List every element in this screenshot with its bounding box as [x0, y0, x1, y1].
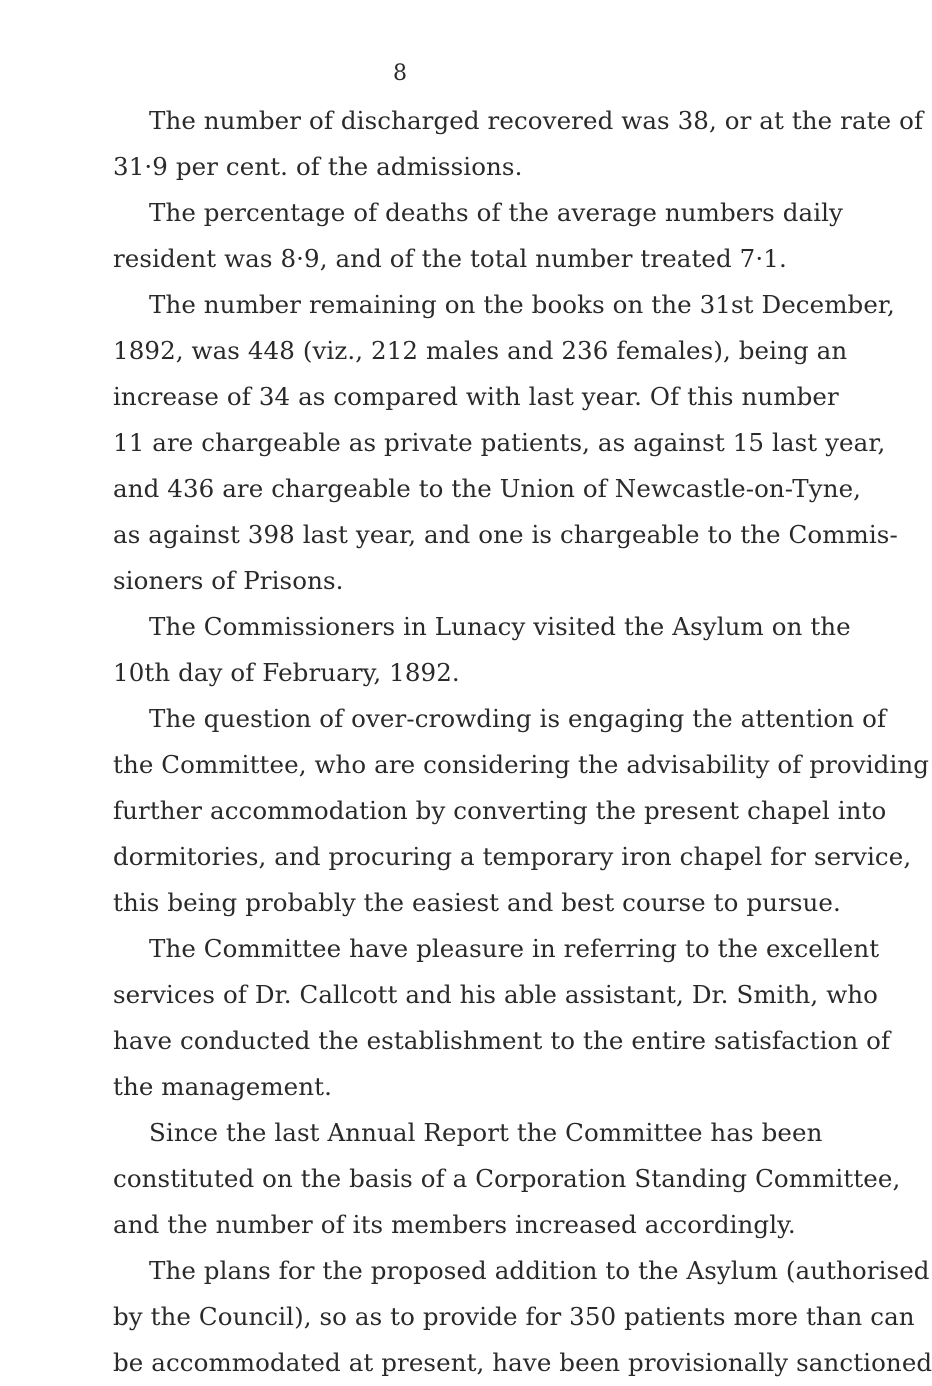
text-line: the management. — [113, 1072, 332, 1101]
text-line: The question of over-crowding is engaging the attention of — [149, 704, 887, 733]
paragraph — [113, 604, 851, 696]
body-text — [113, 98, 932, 1386]
text-line: and the number of its members increased accordingly. — [113, 1210, 796, 1239]
text-line: The number of discharged recovered was 38, or at the rate of — [149, 106, 924, 135]
text-line: resident was 8·9, and of the total number treated 7·1. — [113, 244, 787, 273]
text-line: this being probably the easiest and best course to pursue. — [113, 888, 841, 917]
text-line: The Commissioners in Lunacy visited the Asylum on the — [149, 612, 851, 641]
paragraph — [113, 282, 898, 604]
text-line: 31·9 per cent. of the admissions. — [113, 152, 523, 181]
text-line: dormitories, and procuring a temporary iron chapel for service, — [113, 842, 912, 871]
paragraph — [113, 1248, 932, 1386]
text-line: be accommodated at present, have been provisionally sanctioned — [113, 1348, 932, 1377]
text-line: as against 398 last year, and one is chargeable to the Commis- — [113, 520, 898, 549]
text-line: The Committee have pleasure in referring to the excellent — [149, 934, 880, 963]
text-line: have conducted the establishment to the entire satisfaction of — [113, 1026, 891, 1055]
text-line: the Committee, who are considering the advisability of providing — [113, 750, 930, 779]
text-line: The percentage of deaths of the average numbers daily — [149, 198, 844, 227]
text-line: and 436 are chargeable to the Union of Newcastle-on-Tyne, — [113, 474, 862, 503]
text-line: The number remaining on the books on the 31st December, — [149, 290, 895, 319]
paragraph — [113, 926, 891, 1110]
paragraph — [113, 190, 844, 282]
text-line: sioners of Prisons. — [113, 566, 344, 595]
text-line: 11 are chargeable as private patients, as against 15 last year, — [113, 428, 886, 457]
text-line: constituted on the basis of a Corporation Standing Committee, — [113, 1164, 901, 1193]
paragraph — [113, 1110, 901, 1248]
text-line: by the Council), so as to provide for 350 patients more than can — [113, 1302, 915, 1331]
text-line: services of Dr. Callcott and his able assistant, Dr. Smith, who — [113, 980, 879, 1009]
paragraph — [113, 98, 924, 190]
text-line: Since the last Annual Report the Committee has been — [149, 1118, 823, 1147]
text-line: 1892, was 448 (viz., 212 males and 236 females), being an — [113, 336, 848, 365]
text-line: further accommodation by converting the present chapel into — [113, 796, 887, 825]
text-line: The plans for the proposed addition to the Asylum (authorised — [149, 1256, 930, 1285]
text-line: 10th day of February, 1892. — [113, 658, 460, 687]
paragraph — [113, 696, 930, 926]
text-line: increase of 34 as compared with last year. Of this number — [113, 382, 839, 411]
page-number: 8 — [393, 61, 407, 86]
